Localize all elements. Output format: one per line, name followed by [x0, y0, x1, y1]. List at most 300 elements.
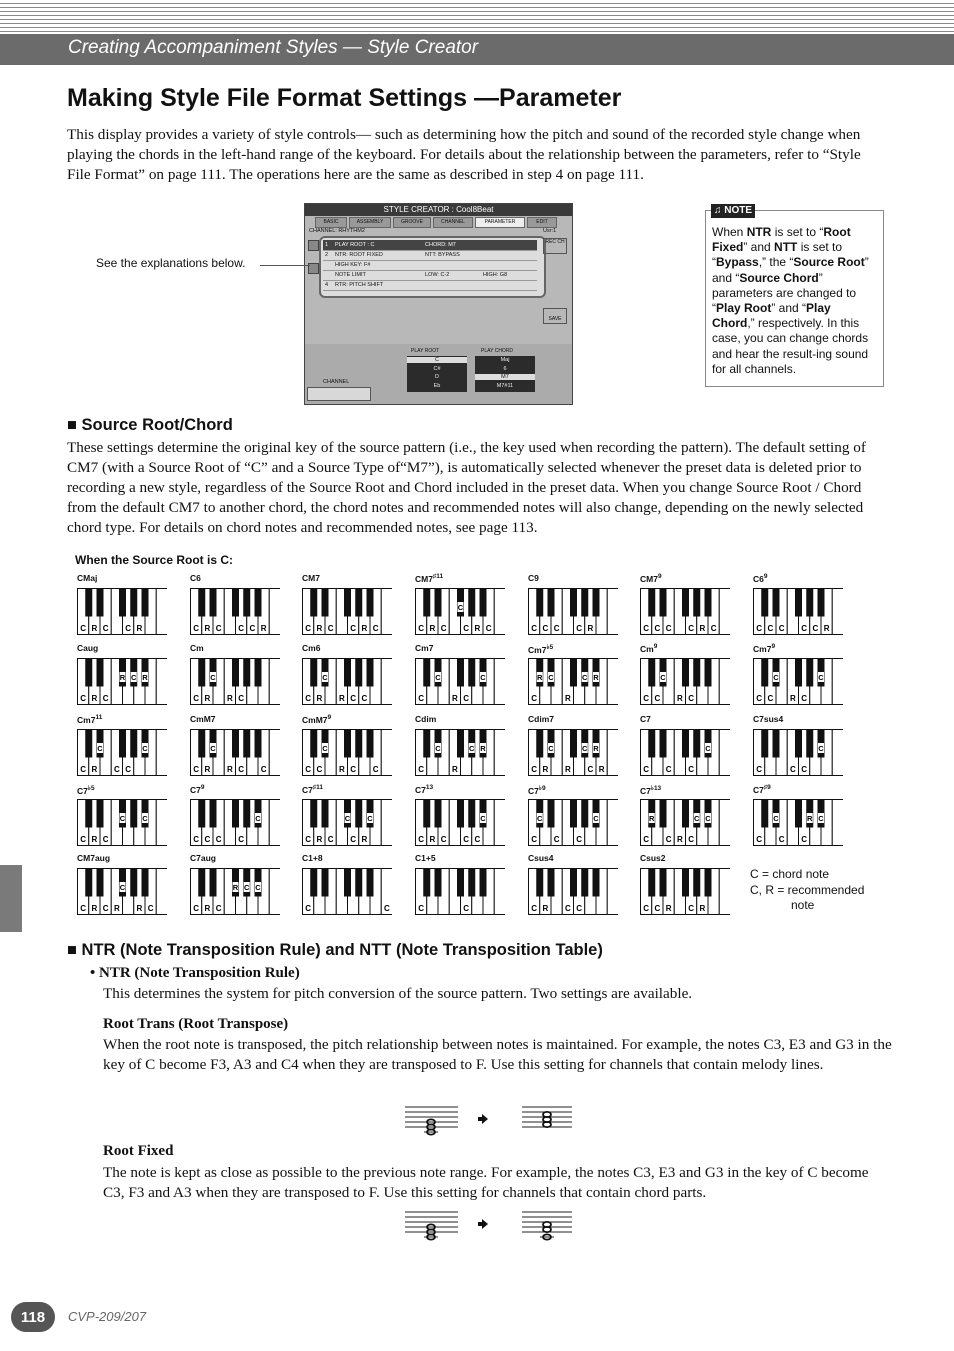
intro-paragraph: This display provides a variety of style controls— such as determining how the pitch and sound of the recorded style change when playing the chords in the left-hand range of the keyboard. For details about the relationship between the parameters, refer to “Style File Format” on page 111. The operations here are the same as described in step 4 on page 111. — [67, 126, 861, 183]
black-key — [198, 730, 205, 758]
white-key-label: C — [193, 765, 200, 774]
black-key — [593, 869, 600, 897]
black-key — [142, 589, 149, 617]
style-creator-screen — [304, 203, 573, 405]
black-key — [570, 589, 577, 617]
chord-keyboard — [753, 658, 843, 705]
white-key-label: C — [80, 694, 87, 703]
white-key-label: C — [215, 835, 222, 844]
chord-keyboard — [77, 588, 167, 635]
black-key — [97, 589, 104, 617]
white-key-label: C — [778, 624, 785, 633]
black-key — [795, 659, 802, 687]
chord-name-text: C6 — [753, 573, 764, 584]
black-key — [355, 730, 362, 758]
black-key — [85, 800, 92, 828]
black-key — [648, 869, 655, 897]
black-key — [232, 800, 239, 828]
root-fixed-description: The note is kept as close as possible to the previous note range. For example, the notes C3, E3 and G3 in the key of C become C3, F3 and A3 when they are transposed to F. Use this setting for channels that contain chord parts. — [103, 1164, 869, 1201]
white-key-label: R — [226, 694, 233, 703]
black-key-label: C — [694, 814, 700, 823]
black-key — [322, 800, 329, 828]
black-key-label: C — [457, 603, 464, 612]
white-key-label: R — [676, 694, 683, 703]
black-key — [682, 869, 689, 897]
black-key — [693, 659, 700, 687]
black-key-label: C — [548, 744, 554, 753]
chord-name — [640, 714, 651, 724]
chord-keyboard — [415, 658, 505, 705]
black-key — [423, 800, 430, 828]
white-key-label: C — [113, 765, 120, 774]
chord-name-text: C7 — [302, 784, 313, 795]
chord-name-text: CmM7 — [302, 714, 328, 725]
chord-keyboard — [528, 799, 618, 846]
black-key — [310, 659, 317, 687]
parameter-cell: RTR: PITCH SHIFT — [335, 282, 384, 288]
white-key-label: C — [485, 624, 492, 633]
chord-name-text: CmM7 — [190, 714, 216, 724]
white-key-label: C — [665, 765, 672, 774]
black-key-label: C — [435, 744, 441, 753]
chord-name — [77, 784, 95, 796]
white-key-label: C — [531, 835, 538, 844]
chord-name-text: C7 — [77, 785, 88, 796]
white-key-label: R — [564, 694, 571, 703]
chord-name-text: C7 — [640, 785, 651, 796]
black-key — [660, 869, 667, 897]
black-key-label: C — [818, 814, 824, 823]
chord-name — [753, 573, 768, 584]
white-key-label: R — [226, 765, 233, 774]
header-stripes — [0, 0, 954, 34]
chord-name — [753, 643, 775, 654]
white-key — [607, 589, 618, 635]
black-key — [130, 869, 137, 897]
black-key — [367, 589, 374, 617]
black-key — [243, 659, 250, 687]
play-chord-item: M7#11 — [496, 382, 514, 389]
parameter-row — [323, 280, 537, 291]
black-key — [536, 730, 543, 758]
black-key — [255, 589, 262, 617]
white-key-label: R — [789, 694, 796, 703]
white-key-label: C — [710, 624, 717, 633]
black-key — [310, 589, 317, 617]
chord-name-sup: ♭5 — [87, 785, 95, 792]
black-key — [818, 589, 825, 617]
white-key-label: C — [576, 904, 583, 913]
black-key — [355, 800, 362, 828]
white-key-label: C — [418, 624, 425, 633]
white-key-label: C — [350, 624, 357, 633]
black-key-label: R — [593, 673, 599, 682]
black-key-label: C — [548, 673, 554, 682]
black-key-label: C — [322, 673, 328, 682]
white-key-label: R — [699, 904, 706, 913]
tab-parameter: PARAMETER — [475, 217, 525, 228]
black-key — [232, 659, 239, 687]
white-key-label: C — [80, 904, 87, 913]
chord-name — [77, 643, 98, 653]
white-key — [607, 869, 618, 915]
black-key — [210, 800, 217, 828]
white-key-label: C — [531, 624, 538, 633]
black-key — [806, 730, 813, 758]
white-key-label: C — [688, 904, 695, 913]
white-key-label: C — [576, 624, 583, 633]
white-key-label: C — [767, 624, 774, 633]
black-key — [682, 800, 689, 828]
black-key-label: C — [142, 814, 148, 823]
white-key-label: C — [756, 694, 763, 703]
black-key-label: C — [344, 814, 351, 823]
black-key — [795, 800, 802, 828]
white-key-label: C — [361, 694, 368, 703]
black-key — [322, 869, 329, 897]
tab-assembly: ASSEMBLY — [349, 217, 391, 228]
white-key-label: C — [383, 904, 390, 913]
black-key — [693, 730, 700, 758]
chord-name-sup: ♭9 — [538, 785, 546, 792]
white-key-label: C — [756, 624, 763, 633]
black-key — [355, 869, 362, 897]
white-key-label: R — [204, 694, 211, 703]
black-key-label: R — [593, 744, 599, 753]
black-key — [593, 589, 600, 617]
chord-keyboard — [190, 868, 280, 915]
parameter-cell: PLAY ROOT : C — [335, 242, 375, 248]
white-key-label: C — [238, 624, 245, 633]
chord-keyboard — [640, 658, 730, 705]
parameter-cell: HIGH: G8 — [483, 272, 508, 278]
white-key-label: C — [688, 694, 695, 703]
chord-name — [190, 573, 201, 583]
white-key-label: R — [316, 835, 323, 844]
black-key — [648, 589, 655, 617]
black-key — [130, 730, 137, 758]
chord-name — [190, 714, 216, 724]
chord-name-sup: 11 — [95, 714, 103, 721]
white-key-label: R — [260, 624, 267, 633]
chord-name-text: Csus4 — [528, 853, 554, 863]
chord-name-text: CM7aug — [77, 853, 111, 863]
black-key-label: C — [582, 673, 588, 682]
chord-name — [528, 853, 554, 863]
white-key-label: C — [193, 835, 200, 844]
white-key-label: R — [598, 765, 605, 774]
chord-name — [528, 784, 546, 796]
black-key-label: R — [807, 814, 813, 823]
white-key-label: C — [327, 835, 334, 844]
black-key — [255, 730, 262, 758]
side-tab — [0, 865, 22, 932]
black-key — [85, 730, 92, 758]
white-key-label: C — [147, 904, 154, 913]
black-key — [705, 869, 712, 897]
black-key — [536, 869, 543, 897]
white-key-label: C — [193, 694, 200, 703]
chord-keyboard — [415, 799, 505, 846]
white-key-label: C — [440, 835, 447, 844]
chord-name-sup: ♭13 — [650, 785, 662, 792]
white-key-label: R — [451, 765, 458, 774]
black-key-label: R — [142, 673, 148, 682]
black-key — [119, 589, 126, 617]
chord-keyboard — [753, 729, 843, 776]
chord-keyboard — [77, 868, 167, 915]
white-key-label: C — [305, 624, 312, 633]
white-key — [156, 869, 167, 915]
white-key — [269, 659, 280, 705]
save-button: SAVE — [543, 308, 567, 324]
black-key — [243, 730, 250, 758]
white-key-label: C — [553, 835, 560, 844]
chord-keyboard — [77, 799, 167, 846]
root-trans-heading: Root Trans (Root Transpose) — [103, 1016, 289, 1032]
chord-name — [77, 714, 102, 725]
black-key — [435, 869, 442, 897]
black-key — [693, 589, 700, 617]
black-key — [243, 800, 250, 828]
black-key — [761, 730, 768, 758]
chord-name-text: Caug — [77, 643, 99, 653]
white-key-label: R — [451, 694, 458, 703]
white-key — [381, 589, 392, 635]
black-key — [705, 659, 712, 687]
screen-user: Usr:1 — [543, 228, 557, 234]
chord-name — [528, 573, 539, 583]
white-key-label: C — [643, 624, 650, 633]
tab-channel: CHANNEL — [433, 217, 473, 228]
chord-keyboard — [640, 729, 730, 776]
black-key — [435, 589, 442, 617]
white-key — [494, 800, 505, 846]
white-key-label: R — [91, 765, 98, 774]
white-key-label: R — [361, 835, 368, 844]
chord-name — [190, 643, 204, 653]
black-key-label: R — [232, 883, 239, 892]
black-key — [97, 800, 104, 828]
black-key — [423, 730, 430, 758]
note-badge: ♫ NOTE — [711, 204, 755, 218]
chord-name-sup: ♭5 — [546, 644, 554, 651]
black-key — [581, 869, 588, 897]
chord-name — [415, 853, 436, 863]
black-key — [806, 589, 813, 617]
white-key — [494, 659, 505, 705]
white-key-label: R — [113, 904, 120, 913]
chord-name-sup: 9 — [327, 714, 332, 721]
chord-keyboard — [302, 868, 392, 915]
black-key — [570, 800, 577, 828]
chord-keyboard — [302, 729, 392, 776]
tab-basic: BASIC — [315, 217, 347, 228]
white-key-label: C — [789, 765, 796, 774]
black-key — [142, 869, 149, 897]
white-key — [156, 659, 167, 705]
white-key-label: C — [418, 904, 425, 913]
white-key-label: R — [699, 624, 706, 633]
chord-name — [415, 573, 443, 584]
white-key-label: C — [193, 624, 200, 633]
note-badge-label: NOTE — [724, 205, 753, 216]
chord-name-text: C7aug — [190, 853, 216, 863]
white-key-label: C — [665, 835, 672, 844]
white-key-label: C — [756, 765, 763, 774]
chord-name-text: Cm6 — [302, 643, 321, 653]
white-key-label: R — [474, 624, 481, 633]
white-key — [269, 800, 280, 846]
chord-name-text: C7 — [753, 784, 764, 795]
white-key — [719, 589, 730, 635]
white-key — [381, 730, 392, 776]
white-key-label: C — [463, 835, 470, 844]
play-root-item: Eb — [433, 382, 441, 389]
chord-name — [415, 784, 433, 795]
black-key — [480, 589, 487, 617]
black-key — [457, 659, 464, 687]
white-key-label: R — [676, 835, 683, 844]
white-key-label: R — [542, 765, 549, 774]
play-chord-item: Maj — [500, 357, 510, 363]
black-key-label: C — [435, 673, 441, 682]
chord-name-text: C9 — [528, 573, 539, 583]
white-key-label: R — [204, 624, 211, 633]
play-root-label: PLAY ROOT — [411, 348, 440, 354]
white-key-label: R — [361, 624, 368, 633]
model-name: CVP-209/207 — [68, 1309, 147, 1324]
white-key-label: C — [80, 835, 87, 844]
black-key — [536, 589, 543, 617]
white-key-label: R — [91, 624, 98, 633]
black-key — [761, 800, 768, 828]
white-key-label: R — [823, 624, 830, 633]
white-key-label: C — [80, 765, 87, 774]
white-key-label: C — [654, 624, 661, 633]
channel-label: CHANNEL — [323, 379, 350, 385]
screen-title: STYLE CREATOR : Cool8Beat — [305, 204, 572, 216]
black-key — [210, 869, 217, 897]
channel-control — [307, 387, 371, 401]
root-fixed-heading: Root Fixed — [103, 1143, 174, 1159]
white-key-label: C — [193, 904, 200, 913]
chords-label: When the Source Root is C: — [75, 553, 234, 567]
white-key — [156, 589, 167, 635]
white-key-label: C — [643, 694, 650, 703]
white-key-label: C — [801, 694, 808, 703]
black-key-label: C — [480, 673, 486, 682]
chord-name-text: C1+5 — [415, 853, 436, 863]
black-key — [367, 659, 374, 687]
white-key-label: C — [238, 765, 245, 774]
white-key-label: C — [542, 624, 549, 633]
black-key — [570, 869, 577, 897]
chord-name — [640, 573, 662, 584]
section-ntr-ntt: ■ NTR (Note Transposition Rule) and NTT (Note Transposition Table) — [67, 941, 603, 959]
black-key-label: R — [480, 744, 486, 753]
black-key-label: C — [818, 673, 824, 682]
chord-keyboard — [415, 729, 505, 776]
white-key — [832, 659, 843, 705]
black-key-label: C — [705, 744, 711, 753]
black-key — [97, 869, 104, 897]
black-key — [468, 869, 475, 897]
white-key — [156, 800, 167, 846]
chord-name-sup: 9 — [200, 784, 205, 791]
page-title: Making Style File Format Settings —Parameter — [67, 84, 622, 112]
chord-keyboard — [528, 588, 618, 635]
white-key-label: R — [429, 624, 436, 633]
black-key — [355, 659, 362, 687]
black-key — [773, 730, 780, 758]
play-chord-label: PLAY CHORD — [481, 348, 514, 354]
parameter-cell: NOTE LIMIT — [335, 272, 366, 278]
white-key-label: C — [801, 765, 808, 774]
white-key-label: C — [102, 835, 109, 844]
white-key — [607, 800, 618, 846]
black-key-label: C — [210, 744, 216, 753]
chord-keyboard — [528, 658, 618, 705]
parameter-cell: HIGH KEY: F# — [335, 262, 371, 268]
white-key-label: C — [463, 694, 470, 703]
white-key-label: C — [316, 765, 323, 774]
white-key — [494, 589, 505, 635]
white-key-label: C — [80, 624, 87, 633]
chord-name — [190, 853, 216, 863]
black-key — [570, 730, 577, 758]
up-arrow-icon — [308, 240, 319, 251]
chord-name — [640, 784, 661, 796]
chord-keyboard — [753, 588, 843, 635]
chord-keyboard — [753, 799, 843, 846]
black-key — [468, 659, 475, 687]
black-key — [648, 659, 655, 687]
chord-name — [415, 643, 433, 653]
header-title: Creating Accompaniment Styles — Style Creator — [68, 37, 479, 58]
white-key-label: C — [260, 765, 267, 774]
chord-name-text: Cm7 — [415, 643, 434, 653]
black-key — [344, 869, 351, 897]
white-key-label: C — [102, 624, 109, 633]
tab-edit: EDIT — [527, 217, 557, 228]
black-key — [119, 730, 126, 758]
white-key-label: C — [688, 835, 695, 844]
black-key — [310, 730, 317, 758]
white-key-label: C — [305, 904, 312, 913]
chord-keyboard — [190, 729, 280, 776]
white-key-label: C — [531, 765, 538, 774]
black-key — [648, 730, 655, 758]
white-key — [719, 659, 730, 705]
white-key-label: C — [372, 765, 379, 774]
black-key — [85, 659, 92, 687]
white-key-label: C — [643, 835, 650, 844]
ntr-bullet: • NTR (Note Transposition Rule) — [90, 965, 300, 981]
white-key-label: C — [215, 624, 222, 633]
black-key-label: C — [705, 814, 711, 823]
black-key-label: C — [142, 744, 148, 753]
chord-name-sup: 13 — [425, 784, 434, 791]
root-trans-notation — [400, 1102, 580, 1136]
white-key-label: C — [125, 624, 132, 633]
tab-groove: GROOVE — [393, 217, 431, 228]
white-key-label: C — [564, 904, 571, 913]
black-key — [85, 589, 92, 617]
black-key-label: C — [255, 814, 261, 823]
chord-keyboard — [302, 588, 392, 635]
play-chord-item: M7 — [475, 374, 535, 380]
